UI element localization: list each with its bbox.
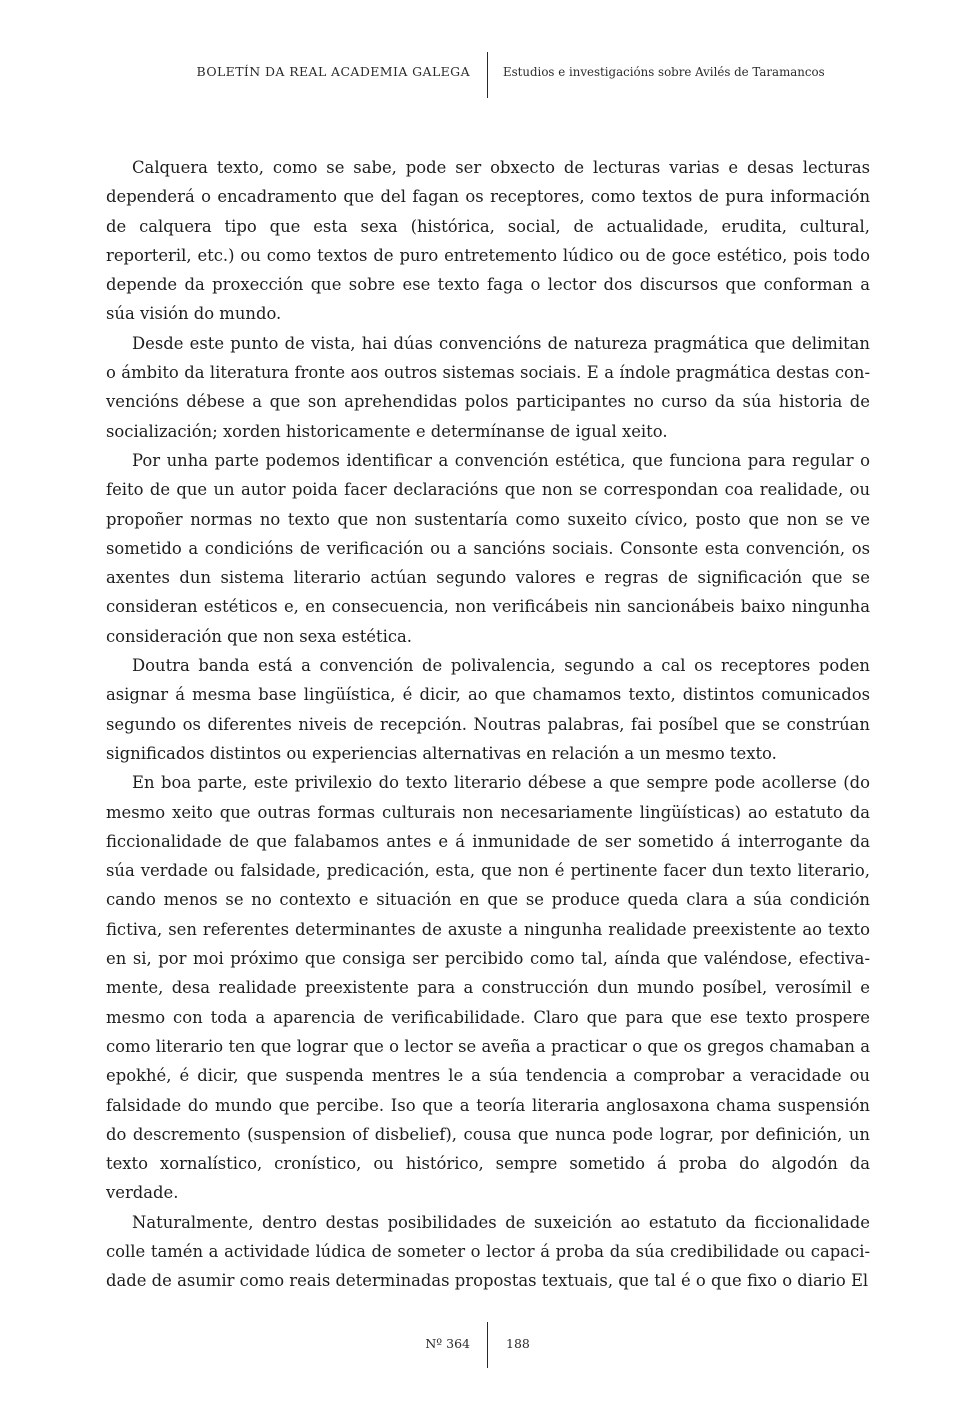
page-number: 188 <box>506 1336 530 1351</box>
paragraph: Doutra banda está a convención de polivalencia, segundo a cal os receptores poden asignar á mesma base lingüística, é dicir, ao que chamamos texto, distintos comunicados segundo os diferentes niveis de recepción. Noutras palabras, fai posíbel que se constrúan significados distintos ou experiencias alternativas en relación a un mesmo texto. <box>106 656 870 763</box>
issue-number: Nº 364 <box>425 1336 470 1351</box>
footer-divider <box>487 1322 488 1368</box>
journal-title: BOLETÍN DA REAL ACADEMIA GALEGA <box>196 64 470 79</box>
paragraph: Naturalmente, dentro destas posibilidades de suxeición ao estatuto da ficcionalidade colle tamén a actividade lúdica de someter o lector á proba da súa credibilidade ou capacidade de asumir como reais determinadas propostas textuais, que tal é o que fixo o diario El <box>106 1212 870 1291</box>
running-header <box>0 52 975 100</box>
section-title: Estudios e investigacións sobre Avilés de Taramancos <box>503 65 825 79</box>
header-divider <box>487 52 488 98</box>
running-footer <box>0 1322 975 1370</box>
article-body <box>106 153 870 1296</box>
paragraph: Desde este punto de vista, hai dúas convencións de natureza pragmática que delimitan o ámbito da literatura fronte aos outros sistemas sociais. E a índole pragmática destas convencións débese a que son aprehendidas polos participantes no curso da súa historia de socialización; xorden historicamente e determínanse de igual xeito. <box>106 333 870 441</box>
paragraph: Calquera texto, como se sabe, pode ser obxecto de lecturas varias e desas lecturas dependerá o encadramento que del fagan os receptores, como textos de pura información de calquera tipo que esta sexa (histórica, social, de actualidade, erudita, cultural, reporteril, etc.) ou como textos de puro entretemento lúdico ou de goce estético, pois todo depende da proxección que sobre ese texto faga o lector dos discursos que conforman a súa visión do mundo. <box>106 158 870 324</box>
paragraph: Por unha parte podemos identificar a convención estética, que funciona para regular o feito de que un autor poida facer declaracións que non se correspondan coa realidade, ou propoñer normas no texto que non sustentaría como suxeito cívico, posto que non se ve sometido a condicións de verificación ou a sancións sociais. Consonte esta convención, os axentes dun sistema literario actúan segundo valores e regras de significación que se consideran estéticos e, en consecuencia, non verificábeis nin sancionábeis baixo ningunha consideración que non sexa estética. <box>106 450 870 646</box>
paragraph: En boa parte, este privilexio do texto literario débese a que sempre pode acollerse (do mesmo xeito que outras formas culturais non necesariamente lingüísticas) ao estatuto da ficcionalidade de que falabamos antes e á inmunidade de ser sometido á interrogante da súa verdade ou falsidade, predicación, esta, que non é pertinente facer dun texto literario, cando menos se no contexto e situación en que se produce queda clara a súa condición fictiva, sen referentes determinantes de axuste a ningunha realidade preexistente ao texto en si, por moi próximo que consiga ser percibido como tal, aínda que valéndose, efectivamente, desa realidade preexistente para a construcción dun mundo posíbel, verosímil e mesmo con toda a aparencia de verificabilidade. Claro que para que ese texto prospere como literario ten que lograr que o lector se aveña a practicar o que os gregos chamaban a epokhé, é dicir, que suspenda mentres le a súa tendencia a comprobar a veracidade ou falsidade do mundo que percibe. Iso que a teoría literaria anglosaxona chama suspensión do descremento (suspension of disbelief), cousa que nunca pode lograr, por definición, un texto xornalístico, cronístico, ou histórico, sempre sometido á proba do algodón da verdade. <box>106 773 870 1203</box>
